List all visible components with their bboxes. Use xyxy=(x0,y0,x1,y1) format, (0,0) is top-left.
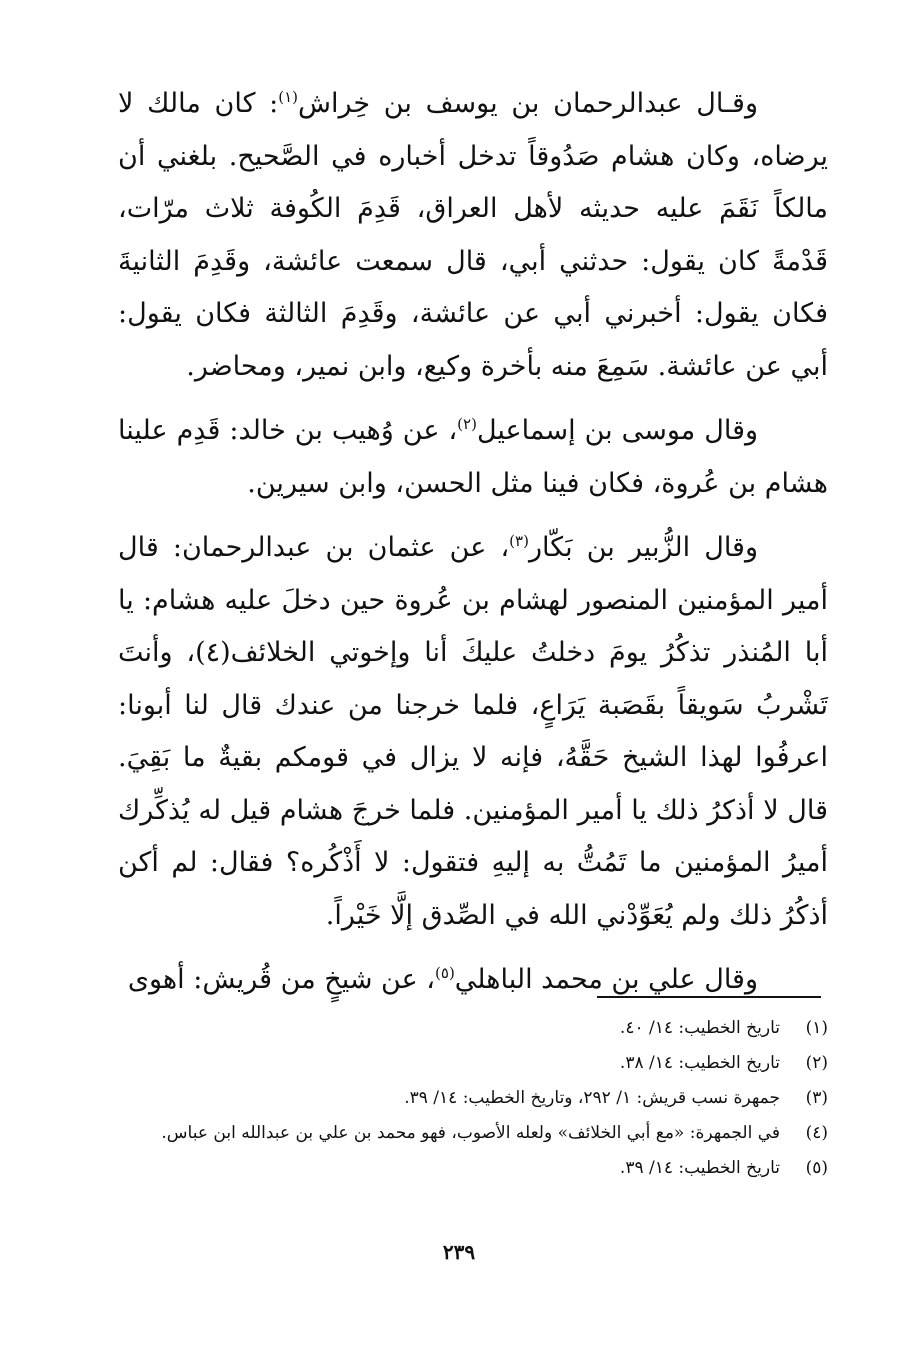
paragraph-4-body: ، عن شيخٍ من قُريش: أهوى xyxy=(127,964,436,995)
paragraph-3-body: ، عن عثمان بن عبدالرحمان: قال أمير المؤمنين المنصور لهشام بن عُروة حين دخلَ عليه هشام: يا أبا المُنذر تذكُرُ يومَ دخلتُ عليكَ أنا وإخوتي الخلائف(٤)، وأنتَ تَشْربُ سَويقاً بقَصَبة يَرَاعٍ، فلما خرجنا من عندك قال لنا أبونا: اعرفُوا لهذا الشيخ حَقَّهُ، فإنه لا يزال في قومكم بقيةٌ ما بَقِيَ. قال لا أذكرُ ذلك يا أمير المؤمنين. فلما خرجَ هشام قيل له يُذكِّرك أميرُ المؤمنين ما تَمُتُّ به إليهِ فتقول: لا أَذْكُره؟ فقال: لم أكن أذكُرُ ذلك ولم يُعَوِّدْني الله في الصِّدق إلَّا خَيْراً. xyxy=(118,532,828,931)
footnotes xyxy=(118,1014,828,1189)
paragraph-1-lead: وقـال عبدالرحمان بن يوسف بن خِراش xyxy=(298,88,758,119)
footnote-text: تاريخ الخطيب: ١٤/ ٣٩. xyxy=(619,1158,780,1178)
footnote-ref-2: (٢) xyxy=(457,415,477,433)
footnote-ref-3: (٣) xyxy=(509,532,529,550)
footnote-text: في الجمهرة: «مع أبي الخلائف» ولعله الأصوب، فهو محمد بن علي بن عبدالله ابن عباس. xyxy=(161,1123,780,1143)
paragraph-2 xyxy=(118,405,828,510)
footnote-text: تاريخ الخطيب: ١٤/ ٤٠. xyxy=(619,1018,780,1038)
footnote-separator xyxy=(597,996,821,998)
footnote-text: تاريخ الخطيب: ١٤/ ٣٨. xyxy=(619,1053,780,1073)
paragraph-4 xyxy=(118,954,828,1007)
footnote-number: (١) xyxy=(805,1018,828,1038)
footnote-number: (٢) xyxy=(805,1053,828,1073)
footnote-ref-5: (٥) xyxy=(435,964,455,982)
paragraph-2-lead: وقال موسى بن إسماعيل xyxy=(476,415,759,446)
paragraph-1 xyxy=(118,78,828,393)
paragraph-2-body: ، عن وُهيب بن خالد: قَدِم علينا هشام بن عُروة، فكان فينا مثل الحسن، وابن سيرين. xyxy=(118,415,828,499)
footnote-1 xyxy=(118,1014,828,1042)
footnote-3 xyxy=(118,1084,828,1112)
footnote-4 xyxy=(118,1119,828,1147)
footnote-number: (٥) xyxy=(805,1158,828,1178)
page-number: ٢٣٩ xyxy=(442,1240,476,1264)
paragraph-1-body: : كان مالك لا يرضاه، وكان هشام صَدُوقاً تدخل أخباره في الصَّحيح. بلغني أن مالكاً نَقَمَ عليه حديثه لأهل العراق، قَدِمَ الكُوفة ثلاث مرّات، قَدْمةً كان يقول: حدثني أبي، قال سمعت عائشة، وقَدِمَ الثانيةَ فكان يقول: أخبرني أبي عن عائشة، وقَدِمَ الثالثة فكان يقول: أبي عن عائشة. سَمِعَ منه بأخرة وكيع، وابن نمير، ومحاضر. xyxy=(118,88,828,382)
footnote-text: جمهرة نسب قريش: ١/ ٢٩٢، وتاريخ الخطيب: ١٤/ ٣٩. xyxy=(404,1088,780,1108)
footnote-ref-1: (١) xyxy=(278,88,299,106)
footnote-2 xyxy=(118,1049,828,1077)
paragraph-4-lead: وقال علي بن محمد الباهلي xyxy=(454,964,758,995)
footnote-number: (٤) xyxy=(805,1123,828,1143)
footnote-number: (٣) xyxy=(805,1088,828,1108)
paragraph-3 xyxy=(118,522,828,942)
footnote-5 xyxy=(118,1154,828,1182)
paragraph-3-lead: وقال الزُّبير بن بَكّار xyxy=(528,532,758,563)
main-text xyxy=(118,78,828,1019)
